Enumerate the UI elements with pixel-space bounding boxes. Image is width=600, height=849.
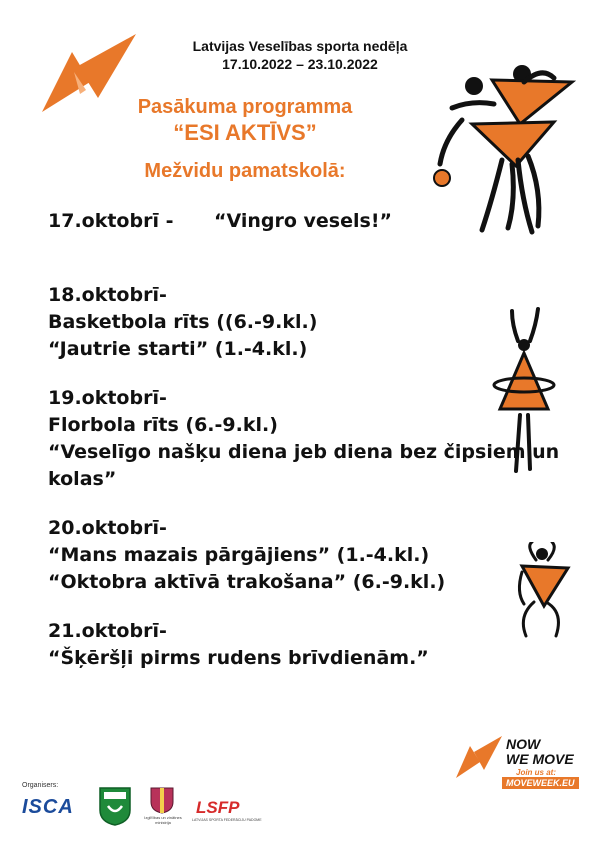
hula-hoop-figure-icon bbox=[488, 305, 558, 475]
schedule-date: 20.oktobrī- bbox=[48, 517, 167, 539]
now-we-move-small-logo-icon bbox=[454, 734, 504, 780]
event-title: Latvijas Veselības sporta nedēļa bbox=[192, 38, 408, 54]
isca-logo: ISCA bbox=[22, 796, 74, 818]
schedule-date: 18.oktobrī- bbox=[48, 284, 167, 306]
schedule-date: 17.oktobrī - bbox=[48, 210, 174, 232]
event-dates: 17.10.2022 – 23.10.2022 bbox=[222, 56, 378, 72]
schedule-event: “Mans mazais pārgājiens” (1.-4.kl.) bbox=[48, 544, 430, 566]
now-text: NOW bbox=[506, 736, 541, 752]
lsfp-caption: LATVIJAS SPORTA FEDERĀCIJU PADOME bbox=[192, 818, 262, 822]
we-move-text: WE MOVE bbox=[506, 751, 574, 767]
schedule-event: “Vingro vesels!” bbox=[214, 210, 392, 232]
schedule-event: “Oktobra aktīvā trakošana” (6.-9.kl.) bbox=[48, 571, 446, 593]
schedule-event: “Šķēršļi pirms rudens brīvdienām.” bbox=[48, 647, 429, 669]
program-label: Pasākuma programma bbox=[137, 96, 353, 118]
lsfp-logo: LSFP bbox=[196, 798, 240, 817]
schedule-event: “Veselīgo našķu diena jeb diena bez čipsiem un bbox=[48, 441, 560, 463]
location-heading: Mežvidu pamatskolā: bbox=[144, 160, 346, 182]
ministry-caption: Izglītības un zinātnes ministrija bbox=[144, 815, 182, 825]
schedule-date: 19.oktobrī- bbox=[48, 387, 167, 409]
program-name: “ESI AKTĪVS” bbox=[173, 120, 317, 145]
organisers-label: Organisers: bbox=[22, 782, 59, 789]
schedule-event: Florbola rīts (6.-9.kl.) bbox=[48, 414, 278, 436]
schedule-day-17 bbox=[48, 208, 568, 235]
schedule-event: kolas” bbox=[48, 468, 117, 490]
schedule-event: Basketbola rīts ((6.-9.kl.) bbox=[48, 311, 318, 333]
lsfp-shield-icon bbox=[98, 784, 132, 826]
now-we-move-banner bbox=[454, 734, 574, 794]
jumping-figure-icon bbox=[512, 542, 572, 642]
schedule-date: 21.oktobrī- bbox=[48, 620, 167, 642]
schedule-event: “Jautrie starti” (1.-4.kl.) bbox=[48, 338, 308, 360]
latvia-coat-of-arms-icon bbox=[147, 784, 177, 814]
moveweek-url[interactable]: MOVEWEEK.EU bbox=[502, 777, 579, 789]
join-us-text: Join us at: bbox=[516, 768, 557, 777]
